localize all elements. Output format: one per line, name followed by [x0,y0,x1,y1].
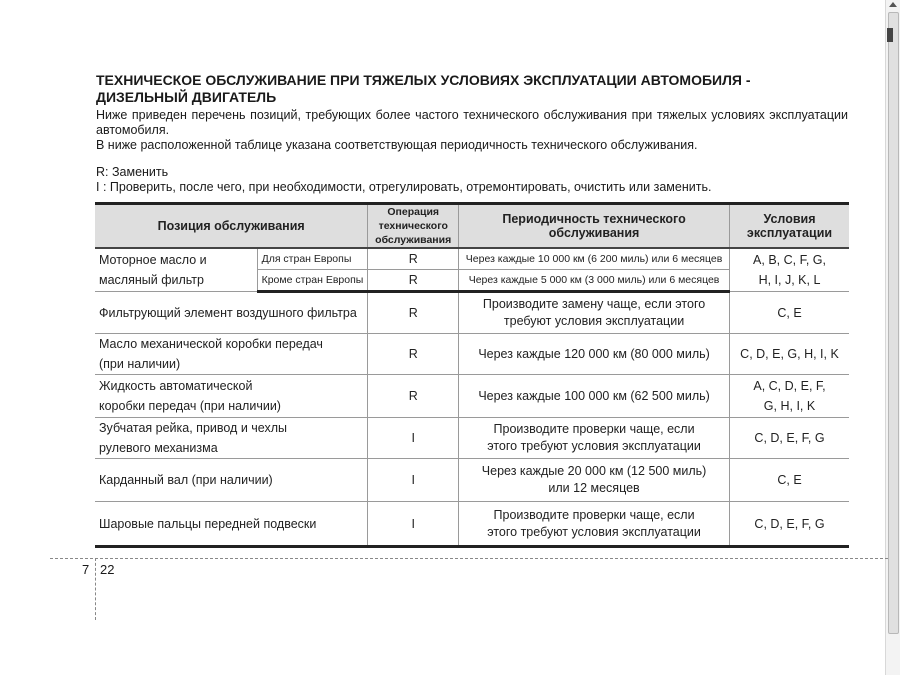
scroll-position-marker [887,28,893,42]
operation-code: R [408,347,418,361]
header-period: Периодичность технического обслуживания [459,204,730,249]
conditions-cell [730,502,850,547]
item-cell [95,292,368,334]
period-cell [459,459,730,502]
oil-conditions-cell [730,248,850,292]
header-conditions: Условия эксплуатации [730,204,850,249]
item-line: Зубчатая рейка, привод и чехлы [99,421,288,435]
period-line: Через каждые 20 000 км (12 500 миль) [481,464,707,478]
item-line: коробки передач (при наличии) [99,399,281,413]
legend [96,165,848,195]
oil-period-europe: Через каждые 10 000 км (6 200 миль) или 6 месяцев [459,248,730,270]
legend-replace: R: Заменить [96,165,169,179]
period-cell [459,375,730,418]
operation-cell [368,459,459,502]
period-line: Производите проверки чаще, если [493,422,695,436]
operation-code: R [408,389,418,403]
header-position: Позиция обслуживания [95,204,368,249]
footer-divider [50,558,888,559]
period-line: Производите проверки чаще, если [493,507,695,522]
oil-sub-other: Кроме стран Европы [257,270,368,292]
item-cell [95,459,368,502]
table-row [95,334,849,375]
period-cell [459,418,730,459]
conditions-line: C, D, E, F, G [754,431,825,445]
oil-cond-line-2: H, I, J, K, L [758,273,821,287]
period-line: Через каждые 100 000 км (62 500 миль) [478,388,710,403]
operation-cell [368,502,459,547]
conditions-line: C, E [777,305,802,320]
item-line: (при наличии) [99,357,181,371]
intro-line-1: Ниже приведен перечень позиций, требующих более частого технического обслуживания при тяжелых условиях эксплуатации автомобиля. [96,108,848,137]
operation-cell [368,334,459,375]
item-line: Фильтрующий элемент воздушного фильтра [99,306,357,320]
item-cell [95,334,368,375]
conditions-line: C, D, E, F, G [754,516,825,531]
conditions-line: C, D, E, G, H, I, K [740,347,839,361]
oil-item-cell [95,248,257,292]
period-line: или 12 месяцев [548,481,640,495]
operation-code: I [411,516,415,531]
item-line: Масло механической коробки передач [99,337,323,351]
item-line: Шаровые пальцы передней подвески [99,516,317,531]
conditions-cell [730,418,850,459]
scroll-up-arrow-icon[interactable] [889,2,897,7]
operation-cell [368,418,459,459]
header-operation: Операция технического обслуживания [368,204,459,249]
page-title: ТЕХНИЧЕСКОЕ ОБСЛУЖИВАНИЕ ПРИ ТЯЖЕЛЫХ УСЛОВИЯХ ЭКСПЛУАТАЦИИ АВТОМОБИЛЯ - ДИЗЕЛЬНЫЙ ДВИГАТЕЛЬ [96,72,751,105]
conditions-cell [730,375,850,418]
conditions-line: G, H, I, K [763,399,816,413]
conditions-cell [730,292,850,334]
operation-code: I [411,473,415,487]
intro-text [96,108,848,153]
period-line: этого требуют условия эксплуатации [487,524,701,539]
item-line: Карданный вал (при наличии) [99,473,273,487]
scrollbar-thumb[interactable] [888,12,899,634]
oil-item-line-1: Моторное масло и [99,253,207,267]
period-cell [459,334,730,375]
period-line: Производите замену чаще, если этого [482,297,706,311]
item-cell [95,418,368,459]
table-row [95,459,849,502]
maintenance-table [95,202,849,548]
table-header-row [95,204,849,249]
conditions-cell [730,334,850,375]
table-row [95,418,849,459]
period-cell [459,292,730,334]
vertical-scrollbar[interactable] [885,0,900,675]
page-number: 22 [100,562,115,577]
period-cell [459,502,730,547]
oil-op-other: R [368,270,459,292]
oil-item-line-2: масляный фильтр [99,273,204,287]
oil-sub-europe: Для стран Европы [257,248,368,270]
table-row [95,375,849,418]
operation-code: R [408,306,418,320]
table-row [95,292,849,334]
period-line: Через каждые 120 000 км (80 000 миль) [478,346,710,361]
oil-op-europe: R [368,248,459,270]
intro-line-2: В ниже расположенной таблице указана соответствующая периодичность технического обслуживания. [96,138,698,152]
item-line: рулевого механизма [99,441,218,455]
conditions-line: A, C, D, E, F, [753,379,826,393]
footer-vertical-divider [95,558,96,620]
operation-cell [368,375,459,418]
legend-inspect: I : Проверить, после чего, при необходимости, отрегулировать, отремонтировать, очистить или заменить. [96,180,712,194]
item-line: Жидкость автоматической [99,379,253,393]
conditions-cell [730,459,850,502]
oil-cond-line-1: A, B, C, F, G, [753,253,826,267]
chapter-number: 7 [82,562,90,577]
period-line: требуют условия эксплуатации [503,314,685,328]
oil-period-other: Через каждые 5 000 км (3 000 миль) или 6 месяцев [459,270,730,292]
item-cell [95,375,368,418]
table-row-oil-europe [95,248,849,270]
period-line: этого требуют условия эксплуатации [487,439,701,453]
item-cell [95,502,368,547]
operation-code: I [411,431,415,445]
conditions-line: C, E [777,473,802,487]
table-row [95,502,849,547]
operation-cell [368,292,459,334]
